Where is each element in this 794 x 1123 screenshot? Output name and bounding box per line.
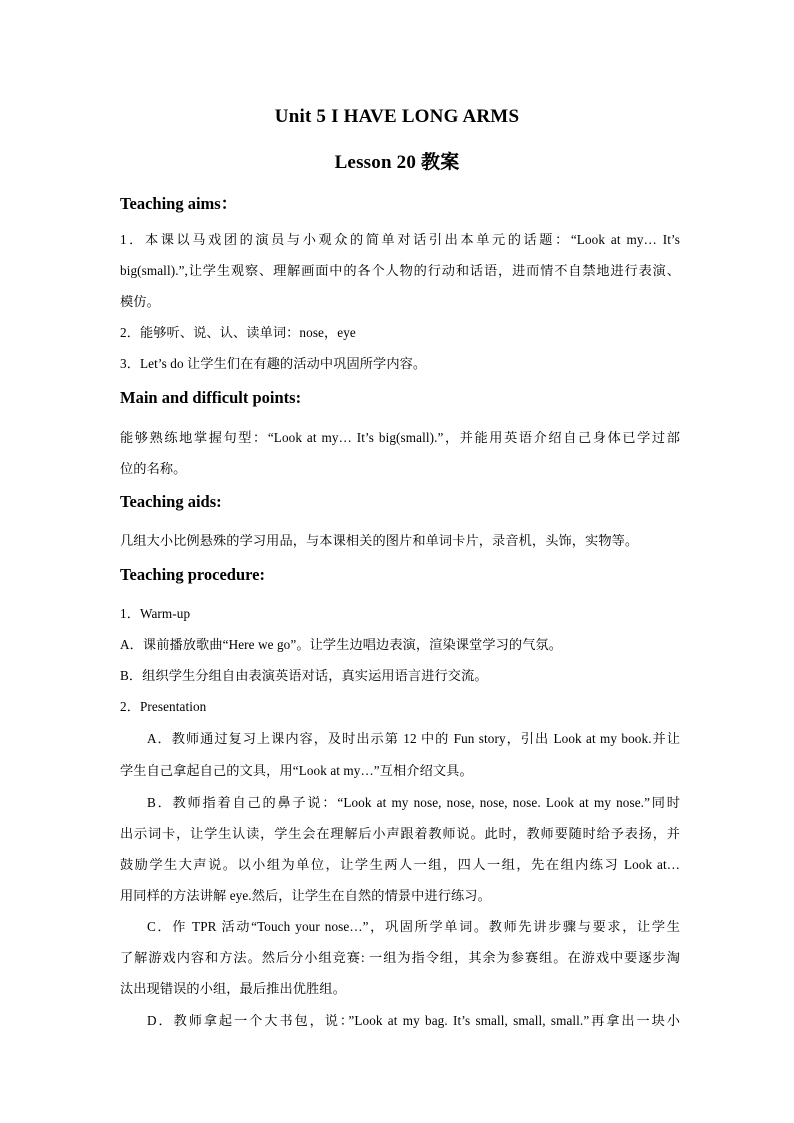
document-title: Unit 5 I HAVE LONG ARMS [274, 106, 520, 127]
main-points-line-2: 位的名称。 [120, 461, 187, 476]
aims-line-4: 2．能够听、说、认、读单词：nose，eye [120, 325, 356, 340]
main-points-line-1: 能够熟练地掌握句型：“Look at my… It’s big(small).”，并能用英语介绍自己身体已学过部 [120, 430, 680, 445]
main-points-heading: Main and difficult points: [120, 388, 302, 407]
procedure-line-4: 2．Presentation [120, 699, 207, 714]
procedure-line-8: 出示词卡，让学生认读，学生会在理解后小声跟着教师说。此时，教师要随时给予表扬，并 [120, 826, 680, 841]
procedure-line-11: C．作 TPR 活动“Touch your nose…”，巩固所学单词。教师先讲步骤与要求，让学生 [147, 919, 680, 934]
procedure-line-2: A．课前播放歌曲“Here we go”。让学生边唱边表演，渲染课堂学习的气氛。 [120, 637, 563, 652]
procedure-heading: Teaching procedure: [120, 565, 265, 584]
procedure-line-1: 1．Warm-up [120, 606, 191, 621]
aims-line-1: 1．本课以马戏团的演员与小观众的简单对话引出本单元的话题：“Look at my… It’s [120, 232, 680, 247]
procedure-line-5: A．教师通过复习上课内容，及时出示第 12 中的 Fun story，引出 Look at my book.并让 [147, 731, 680, 746]
teaching-aids-heading: Teaching aids: [120, 492, 222, 511]
aims-line-5: 3．Let’s do 让学生们在有趣的活动中巩固所学内容。 [120, 356, 427, 371]
procedure-line-9: 鼓励学生大声说。以小组为单位，让学生两人一组，四人一组，先在组内练习 Look at… [120, 857, 680, 872]
procedure-line-7: B．教师指着自己的鼻子说：“Look at my nose, nose, nose, nose. Look at my nose.”同时 [147, 795, 680, 810]
procedure-line-14: D．教师拿起一个大书包，说：”Look at my bag. It’s small, small, small.”再拿出一块小 [147, 1013, 680, 1028]
procedure-line-6: 学生自己拿起自己的文具，用“Look at my…”互相介绍文具。 [120, 763, 473, 778]
teaching-aims-heading: Teaching aims： [120, 194, 238, 213]
aims-line-2: big(small).”,让学生观察、理解画面中的各个人物的行动和话语，进而情不自禁地进行表演、 [120, 263, 680, 278]
lesson-subtitle: Lesson 20 教案 [334, 152, 460, 173]
procedure-line-12: 了解游戏内容和方法。然后分小组竞赛: 一组为指令组，其余为参赛组。在游戏中要逐步淘 [120, 950, 680, 965]
procedure-line-3: B．组织学生分组自由表演英语对话，真实运用语言进行交流。 [120, 668, 488, 683]
procedure-line-13: 汰出现错误的小组，最后推出优胜组。 [120, 981, 346, 996]
teaching-aids-line-1: 几组大小比例悬殊的学习用品，与本课相关的图片和单词卡片，录音机，头饰，实物等。 [120, 533, 639, 548]
aims-line-3: 模仿。 [120, 294, 160, 309]
procedure-line-10: 用同样的方法讲解 eye.然后，让学生在自然的情景中进行练习。 [120, 888, 491, 903]
